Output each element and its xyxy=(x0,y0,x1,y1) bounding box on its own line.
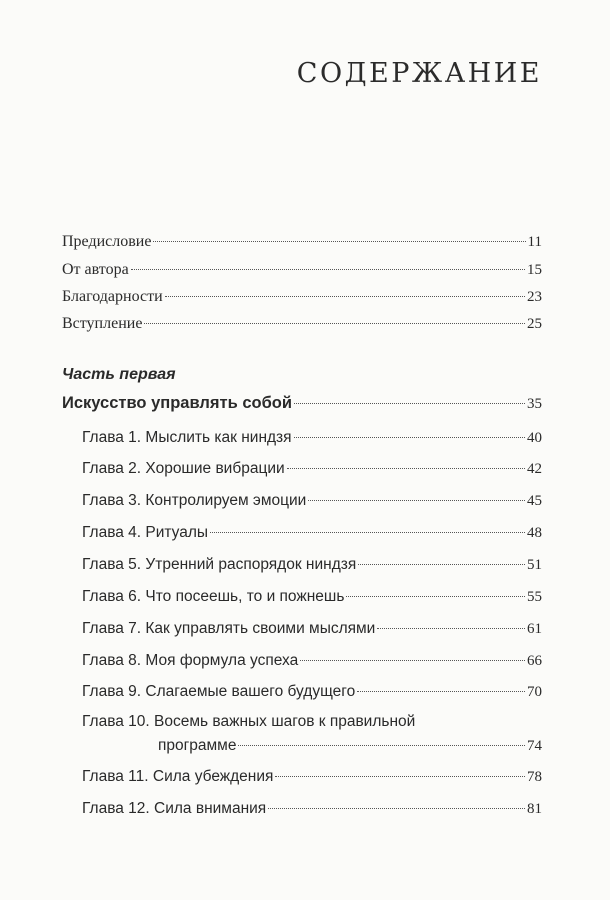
toc-entry-page: 35 xyxy=(527,396,542,412)
toc-entry-title: Глава 3. Контролируем эмоции xyxy=(82,492,307,509)
dot-leader xyxy=(357,691,525,692)
toc-entry-chapter-8[interactable] xyxy=(82,652,542,670)
dot-leader xyxy=(377,628,525,629)
toc-entry-page: 66 xyxy=(527,653,542,669)
dot-leader xyxy=(153,241,525,242)
toc-entry-title: Глава 4. Ритуалы xyxy=(82,524,209,541)
toc-entry-title: Глава 1. Мыслить как ниндзя xyxy=(82,429,292,446)
toc-entry-page: 81 xyxy=(527,801,542,817)
toc-entry-title: От автора xyxy=(62,261,129,278)
toc-entry-title: Глава 7. Как управлять своими мыслями xyxy=(82,620,376,637)
toc-entry-page: 70 xyxy=(527,684,542,700)
toc-entry-chapter-2[interactable] xyxy=(82,460,542,478)
dot-leader xyxy=(287,468,525,469)
toc-entry-page: 55 xyxy=(527,589,542,605)
toc-entry-page: 78 xyxy=(527,769,542,785)
toc-entry-from-author[interactable] xyxy=(62,261,542,279)
dot-leader xyxy=(294,403,525,404)
toc-entry-chapter-11[interactable] xyxy=(82,768,542,786)
dot-leader xyxy=(165,296,525,297)
toc-entry-page: 48 xyxy=(527,525,542,541)
toc-entry-chapter-12[interactable] xyxy=(82,800,542,818)
dot-leader xyxy=(300,660,525,661)
part-caption: Часть первая xyxy=(62,366,176,383)
toc-entry-chapter-7[interactable] xyxy=(82,620,542,638)
toc-entry-title: Благодарности xyxy=(62,288,163,305)
toc-entry-title: Глава 11. Сила убеждения xyxy=(82,768,274,785)
page-title: СОДЕРЖАНИЕ xyxy=(296,58,542,89)
toc-entry-acknowledgements[interactable] xyxy=(62,288,542,306)
toc-entry-chapter-9[interactable] xyxy=(82,683,542,701)
dot-leader xyxy=(346,596,525,597)
dot-leader xyxy=(275,776,525,777)
toc-entry-title: Глава 2. Хорошие вибрации xyxy=(82,460,285,477)
toc-entry-page: 15 xyxy=(527,262,542,278)
toc-entry-title: Вступление xyxy=(62,315,143,332)
toc-entry-page: 51 xyxy=(527,557,542,573)
toc-entry-title: Глава 12. Сила внимания xyxy=(82,800,267,817)
toc-entry-chapter-4[interactable] xyxy=(82,524,542,542)
toc-entry-chapter-3[interactable] xyxy=(82,492,542,510)
toc-entry-page: 74 xyxy=(527,738,542,754)
toc-entry-page: 45 xyxy=(527,493,542,509)
toc-entry-chapter-6[interactable] xyxy=(82,588,542,606)
dot-leader xyxy=(358,564,525,565)
toc-entry-title: Глава 8. Моя формула успеха xyxy=(82,652,299,669)
toc-entry-chapter-10-line1[interactable]: Глава 10. Восемь важных шагов к правильной xyxy=(82,713,416,730)
toc-entry-page: 40 xyxy=(527,430,542,446)
toc-entry-chapter-1[interactable] xyxy=(82,429,542,447)
toc-entry-title: Глава 9. Слагаемые вашего будущего xyxy=(82,683,356,700)
toc-entry-title: Предисловие xyxy=(62,233,152,250)
dot-leader xyxy=(238,745,525,746)
toc-entry-page: 42 xyxy=(527,461,542,477)
part-title: Искусство управлять собой xyxy=(62,394,292,412)
toc-entry-title: Глава 5. Утренний распорядок ниндзя xyxy=(82,556,357,573)
toc-entry-chapter-10[interactable] xyxy=(158,737,542,755)
toc-entry-title: Глава 6. Что посеешь, то и пожнешь xyxy=(82,588,345,605)
toc-entry-chapter-5[interactable] xyxy=(82,556,542,574)
toc-entry-preface[interactable] xyxy=(62,233,542,251)
dot-leader xyxy=(268,808,525,809)
toc-entry-page: 61 xyxy=(527,621,542,637)
dot-leader xyxy=(308,500,525,501)
toc-entry-page: 23 xyxy=(527,289,542,305)
toc-entry-page: 25 xyxy=(527,316,542,332)
dot-leader xyxy=(144,323,525,324)
toc-entry-title: программе xyxy=(158,737,237,754)
dot-leader xyxy=(131,269,525,270)
toc-entry-introduction[interactable] xyxy=(62,315,542,333)
toc-entry-part-one[interactable] xyxy=(62,394,542,413)
dot-leader xyxy=(210,532,525,533)
dot-leader xyxy=(294,437,525,438)
toc-entry-page: 11 xyxy=(527,234,542,250)
